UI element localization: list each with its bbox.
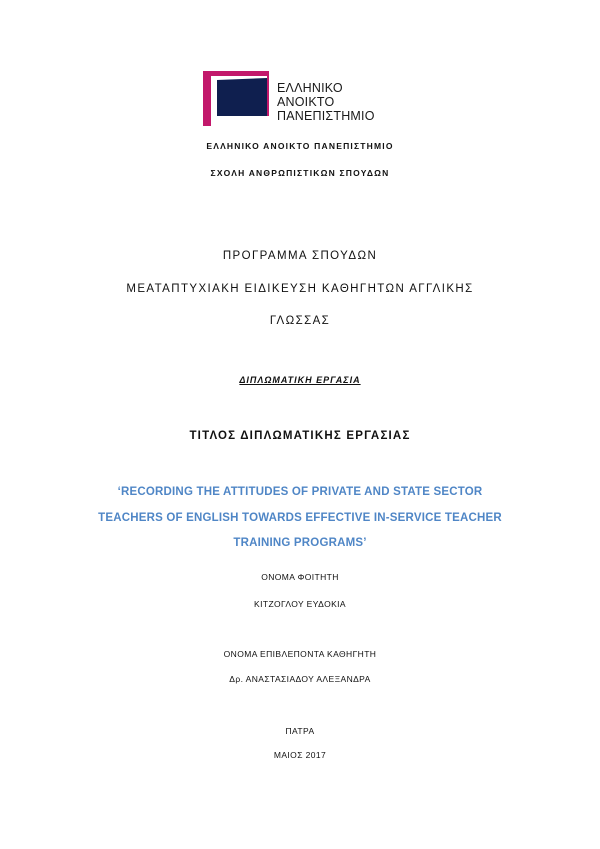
student-label: ΟΝΟΜΑ ΦΟΙΤΗΤΗ xyxy=(261,572,339,582)
date: ΜΑΙΟΣ 2017 xyxy=(273,750,327,760)
logo-line-2: ΑΝΟΙΚΤΟ xyxy=(277,95,335,109)
thesis-title-line-1: ‘RECORDING THE ATTITUDES OF PRIVATE AND STATE SECTOR xyxy=(117,486,483,498)
logo-mark-icon xyxy=(203,71,269,126)
thesis-title-line-2: TEACHERS OF ENGLISH TOWARDS EFFECTIVE IN-SERVICE TEACHER xyxy=(98,512,502,524)
university-name: ΕΛΛΗΝΙΚΟ ΑΝΟΙΚΤΟ ΠΑΝΕΠΙΣΤΗΜΙΟ xyxy=(206,141,394,151)
school-name: ΣΧΟΛΗ ΑΝΘΡΩΠΙΣΤΙΚΩΝ ΣΠΟΥΔΩΝ xyxy=(210,168,390,178)
thesis-title-line-3: TRAINING PROGRAMS’ xyxy=(233,537,367,549)
thesis-label: ΔΙΠΛΩΜΑΤΙΚΗ ΕΡΓΑΣΙΑ xyxy=(239,375,361,385)
student-name: ΚΙΤΖΟΓΛΟΥ ΕΥΔΟΚΙΑ xyxy=(254,599,346,609)
program-line-3: ΓΛΩΣΣΑΣ xyxy=(269,315,331,327)
supervisor-label: ΟΝΟΜΑ ΕΠΙΒΛΕΠΟΝΤΑ ΚΑΘΗΓΗΤΗ xyxy=(223,649,377,659)
logo-line-3: ΠΑΝΕΠΙΣΤΗΜΙΟ xyxy=(277,109,375,123)
program-line-1: ΠΡΟΓΡΑΜΜΑ ΣΠΟΥΔΩΝ xyxy=(222,250,378,262)
supervisor-name: Δρ. ΑΝΑΣΤΑΣΙΑΔΟΥ ΑΛΕΞΑΝΔΡΑ xyxy=(229,674,371,684)
logo-line-1: ΕΛΛΗΝΙΚΟ xyxy=(277,81,343,95)
university-logo xyxy=(203,71,403,131)
thesis-title-label: ΤΙΤΛΟΣ ΔΙΠΛΩΜΑΤΙΚΗΣ ΕΡΓΑΣΙΑΣ xyxy=(189,430,411,442)
city: ΠΑΤΡΑ xyxy=(285,726,315,736)
program-line-2: ΜΕΑΤΑΠΤΥΧΙΑΚΗ ΕΙΔΙΚΕΥΣΗ ΚΑΘΗΓΗΤΩΝ ΑΓΓΛΙΚΗΣ xyxy=(126,283,474,295)
logo-wordmark xyxy=(277,81,375,123)
